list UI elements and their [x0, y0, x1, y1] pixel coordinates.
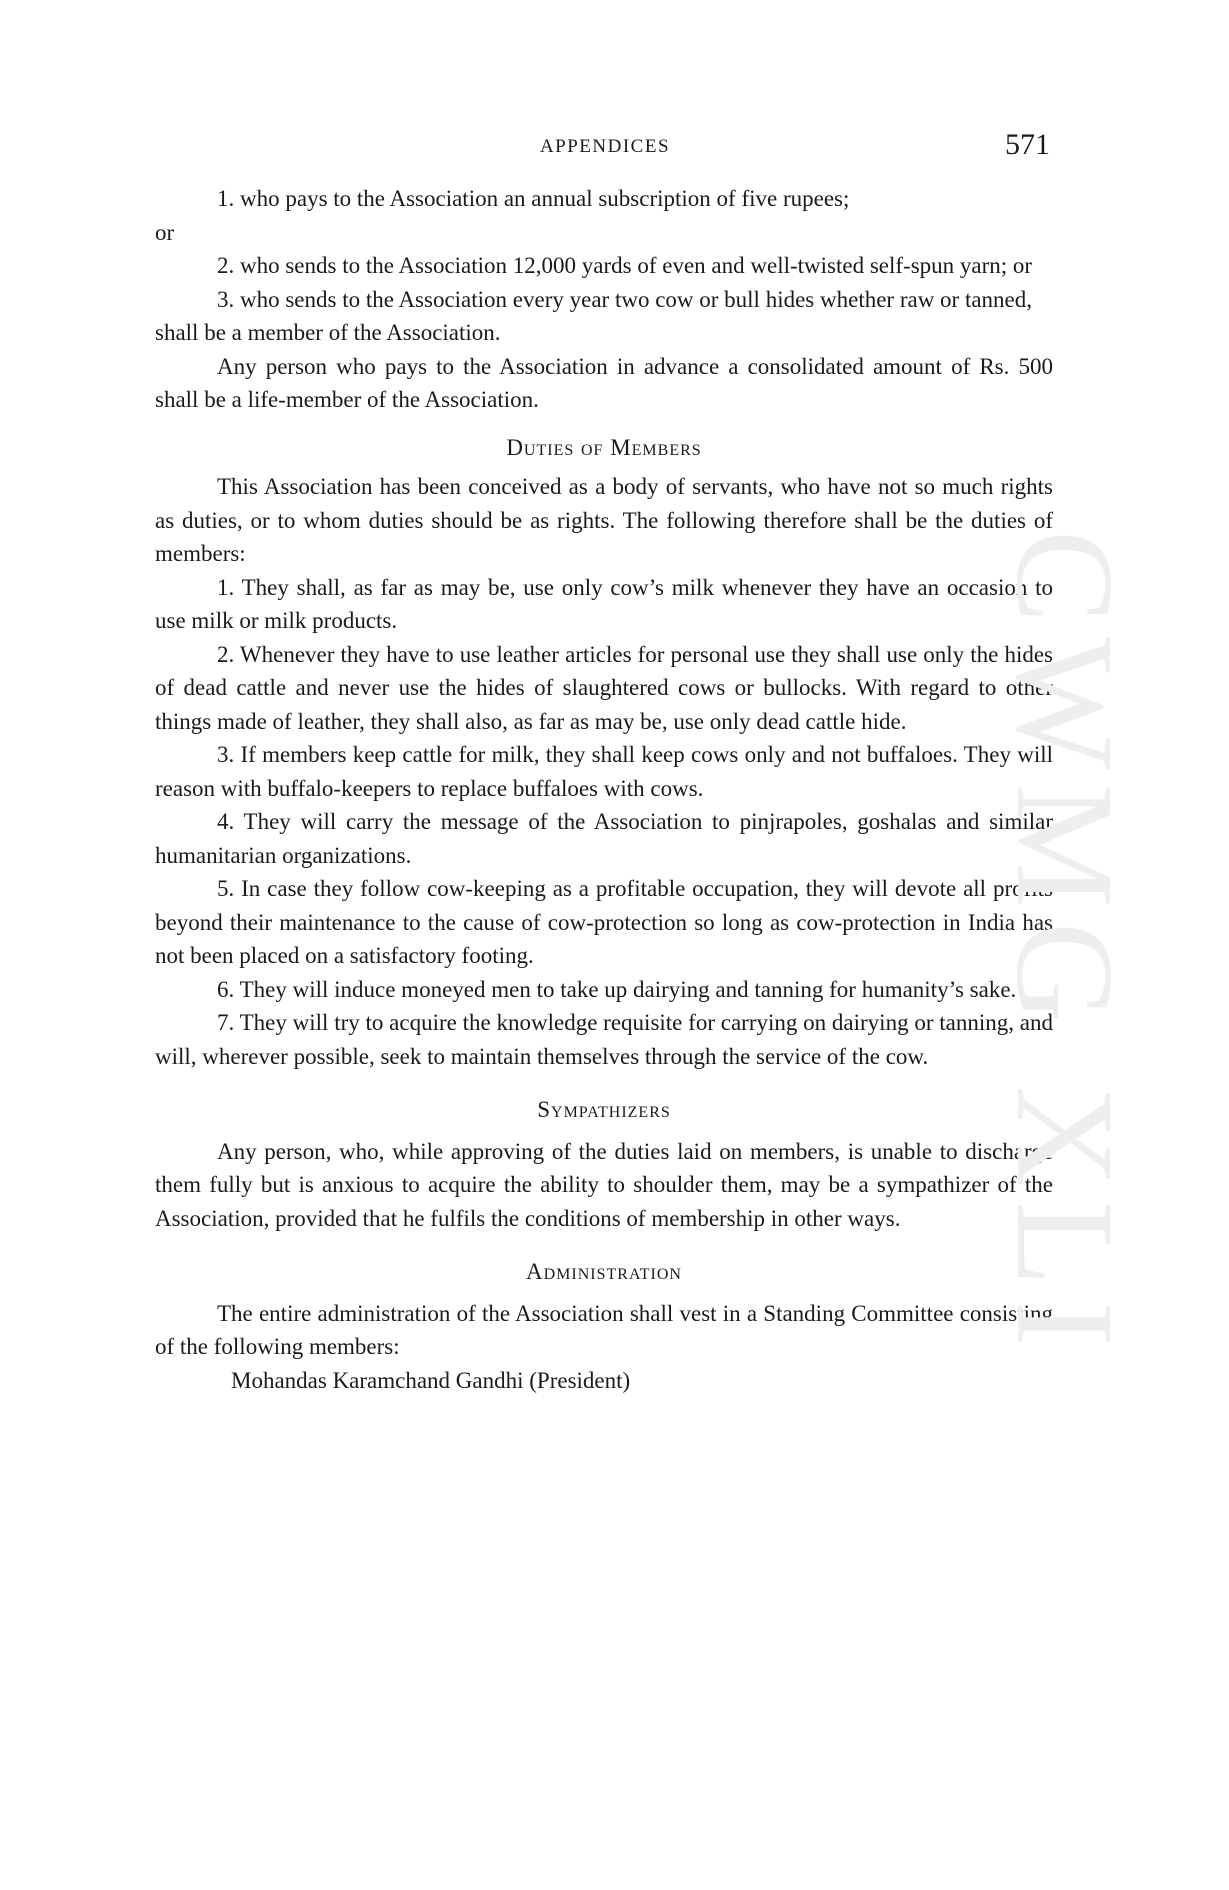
- duty-item: 5. In case they follow cow-keeping as a profitable occupation, they will devote all profits beyond their maintenance to the cause of cow-protection so long as cow-protection in India has not been placed on a satisfactory footing.: [155, 876, 1053, 968]
- membership-item-2: 2. who sends to the Association 12,000 yards of even and well-twisted self-spun yarn; or: [217, 253, 1033, 278]
- administration-paragraph: The entire administration of the Association shall vest in a Standing Committee consisting of the following members:: [155, 1300, 1053, 1359]
- duty-item: 1. They shall, as far as may be, use only cow’s milk whenever they have an occasion to use milk or milk products.: [155, 574, 1053, 633]
- body-text: [155, 182, 1053, 1397]
- page-number: 571: [1005, 128, 1050, 161]
- committee-member: Mohandas Karamchand Gandhi (President): [231, 1367, 631, 1393]
- duty-item: 3. If members keep cattle for milk, they shall keep cows only and not buffaloes. They will reason with buffalo-keepers to replace buffaloes with cows.: [155, 742, 1053, 801]
- membership-item-1: 1. who pays to the Association an annual subscription of five rupees;: [217, 186, 850, 211]
- duties-intro: This Association has been conceived as a body of servants, who have not so much rights as duties, or to whom duties should be as rights. The following therefore shall be the duties of members:: [155, 474, 1053, 566]
- section-heading-sympathizers: Sympathizers: [537, 1097, 671, 1122]
- membership-conclusion: shall be a member of the Association.: [155, 320, 501, 345]
- running-head: APPENDICES: [539, 136, 671, 157]
- membership-or: or: [155, 219, 175, 245]
- section-heading-duties: Duties of Members: [506, 434, 702, 460]
- duty-item: 2. Whenever they have to use leather articles for personal use they shall use only the hides of dead cattle and never use the hides of slaughtered cows or bullocks. With regard to other things made of leather, they shall also, as far as may be, use only dead cattle hide.: [155, 641, 1053, 734]
- page-header: [160, 128, 1050, 168]
- duty-item: 6. They will induce moneyed men to take up dairying and tanning for humanity’s sake.: [217, 976, 1017, 1002]
- duty-item: 7. They will try to acquire the knowledge requisite for carrying on dairying or tanning, and will, wherever possible, seek to maintain themselves through the service of the cow.: [155, 1010, 1053, 1069]
- sympathizers-paragraph: Any person, who, while approving of the duties laid on members, is unable to discharge them fully but is anxious to acquire the ability to shoulder them, may be a sympathizer of the Association, provided that he fulfils the conditions of membership in other ways.: [155, 1138, 1053, 1231]
- duty-item: 4. They will carry the message of the Association to pinjrapoles, goshalas and similar humanitarian organizations.: [155, 809, 1053, 868]
- membership-item-3: 3. who sends to the Association every year two cow or bull hides whether raw or tanned,: [217, 286, 1033, 312]
- watermark-text: CWMG XLI: [987, 529, 1143, 1361]
- life-member-paragraph: Any person who pays to the Association in advance a consolidated amount of Rs. 500 shall be a life-member of the Association.: [155, 353, 1053, 412]
- section-heading-administration: Administration: [526, 1259, 682, 1284]
